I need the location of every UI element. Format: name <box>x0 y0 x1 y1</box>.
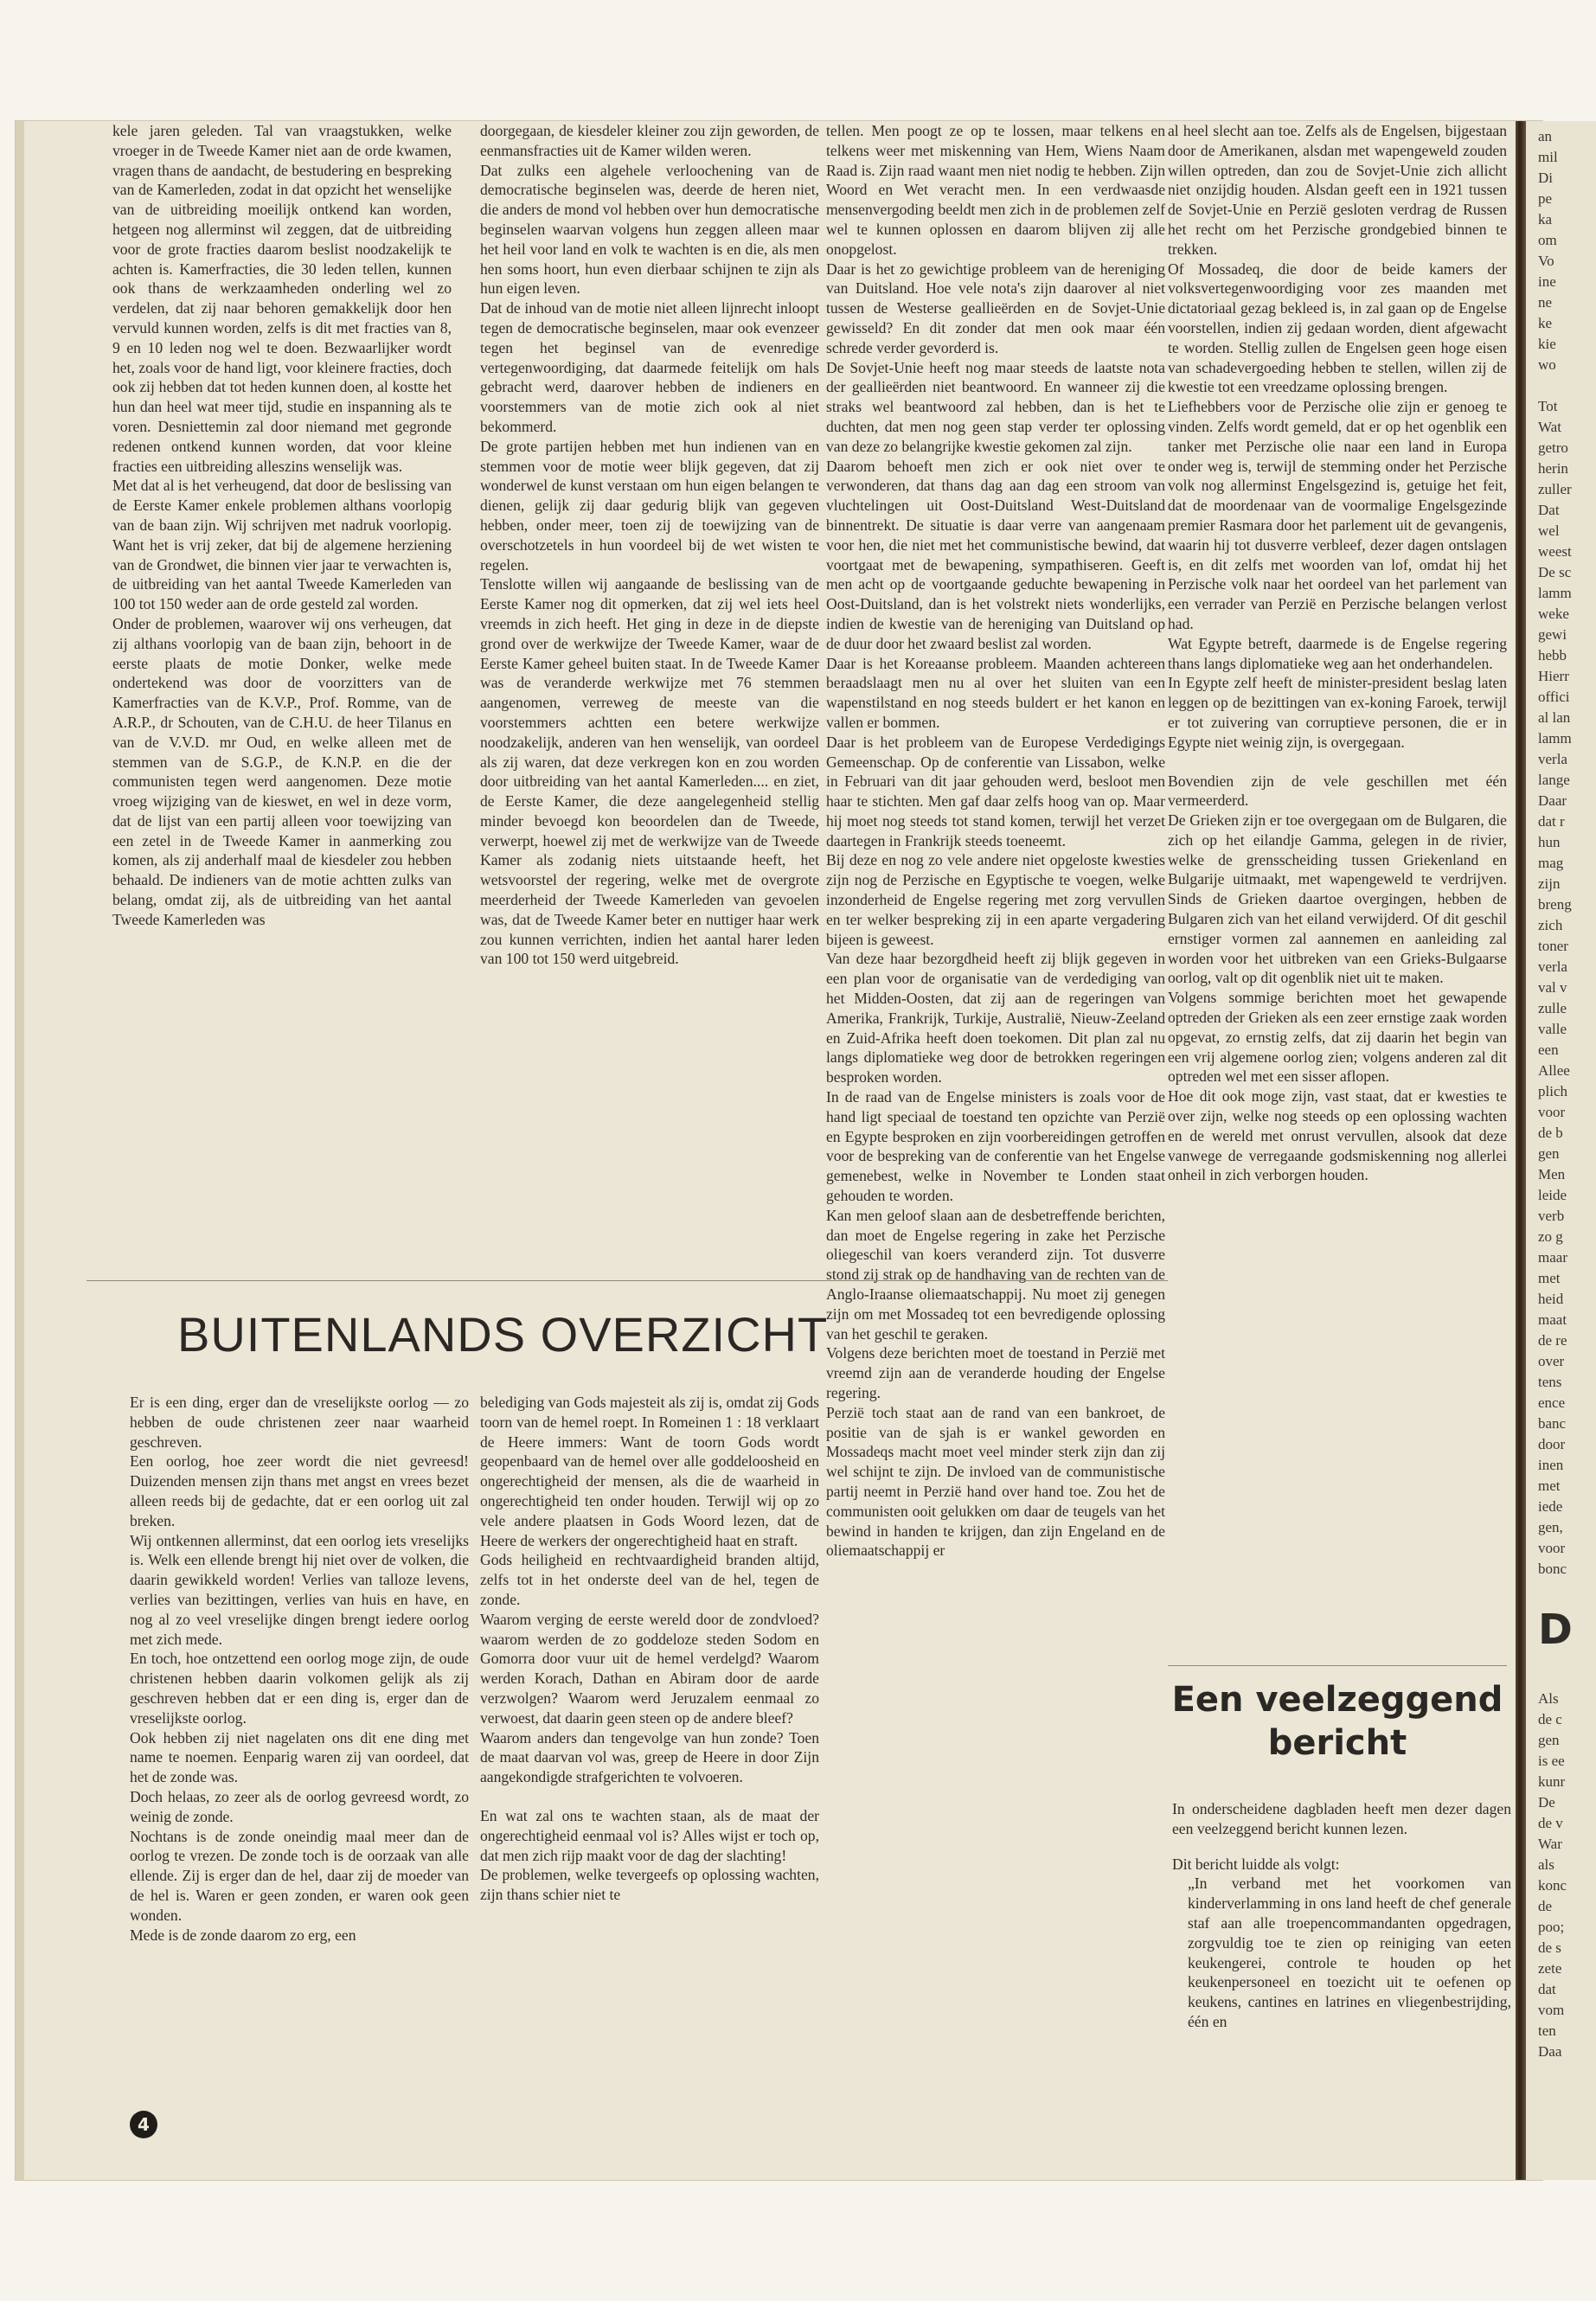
fragment-line: getro <box>1538 439 1568 456</box>
adjacent-page-heading: D <box>1538 1606 1573 1654</box>
fragment-line: mag <box>1538 855 1564 871</box>
fragment-line: zuller <box>1538 481 1572 497</box>
paragraph: belediging van Gods majesteit als zij is, omdat zij Gods toorn van de hemel roept. In Romeinen 1 : 18 verklaart de Heere immers: Want de toorn Gods wordt geopenbaard van de hemel over alle goddeloosheid en ongerechtigheid der mensen, als die de waarheid in ongerechtigheid ten onder houden. Terwijl wij op zo vele andere plaatsen in Gods Woord lezen, dat de Heere de werkers der ongerechtigheid haat en straft. <box>480 1394 819 1549</box>
fragment-line: mil <box>1538 149 1558 165</box>
paragraph: Daarom behoeft men zich er ook niet over te verwonderen, dat thans dag aan dag een stroom van vluchtelingen uit Oost-Duitsland West-Duitsland binnentrekt. De situatie is daar verre van aangenaam voor hen, die niet met het communistische bewind, dat voortgaat met de bewapening, sympathiseren. Geeft men acht op de voortgaande geduchte bewapening in Oost-Duitsland, dan is het volstrekt niets wonderlijks, indien de kwestie van de hereniging van Duitsland op de duur door het zwaard beslist zal worden. <box>826 457 1165 652</box>
paragraph: Daar is het Koreaanse probleem. Maanden achtereen beraadslaagt men nu al over het sluiten van een wapenstilstand en nog steeds buldert er het kanon en vallen er bommen. <box>826 654 1165 731</box>
fragment-line: weest <box>1538 543 1572 560</box>
fragment-line: De sc <box>1538 564 1572 580</box>
paragraph: Van deze haar bezorgdheid heeft zij blijk gegeven in een plan voor de organisatie van de verdediging van het Midden-Oosten, dat zij aan de regeringen van Amerika, Frankrijk, Turkije, Australië, Nieuw-Zeeland en Zuid-Afrika heeft doen toekomen. Dit plan zal nu langs diplomatieke weg door de betrokken regeringen besproken worden. <box>826 950 1165 1086</box>
adjacent-page-text-bottom <box>1526 1689 1596 2062</box>
fragment-line: Als <box>1538 1690 1559 1707</box>
paragraph: De Grieken zijn er toe overgegaan om de Bulgaren, die zich op het eilandje Gamma, gelegen in de rivier, welke de grensscheiding tussen Griekenland en Bulgarije uitmaakt, met wapengeweld te verdrijven. Sinds de Grieken daartoe overgingen, hebben de Bulgaren zich van het eiland verwijderd. Of dit geschil ernstiger vormen zal aannemen en aanleiding zal worden voor het uitbreken van een Grieks-Bulgaarse oorlog, valt op dit ogenblik niet uit te maken. <box>1168 811 1507 987</box>
fragment-line: zich <box>1538 917 1563 933</box>
paragraph: Ook hebben zij niet nagelaten ons dit ene ding met name te noemen. Eenparig waren zij van oordeel, dat het de zonde was. <box>130 1728 469 1786</box>
fragment-line: de re <box>1538 1332 1567 1349</box>
paragraph: Wij ontkennen allerminst, dat een oorlog iets vreselijks is. Welk een ellende brengt hij niet over de volken, die daarin gewikkeld worden! Verlies van talloze levens, verlies van bezittingen, verlies van huis en have, en nog al zo veel vreselijke dingen brengt iedere oorlog met zich mede. <box>130 1531 469 1648</box>
paragraph: Dat de inhoud van de motie niet alleen lijnrecht inloopt tegen de democratische beginselen, maar ook evenzeer tegen het beginsel van de evenredige vertegenwoordiging, dat daarmede feitelijk om hals gebracht werd, daarover hebben de indieners en voorstemmers van de motie zich ook al niet bekommerd. <box>480 299 819 435</box>
fragment-line: leide <box>1538 1187 1567 1203</box>
paragraph: Tenslotte willen wij aangaande de beslissing van de Eerste Kamer nog dit opmerken, dat zij wel iets heel vreemds in zich heeft. Het ging in deze in de diepste grond over de werkwijze der Tweede Kamer, waar de Eerste Kamer geheel buiten staat. In de Tweede Kamer was de veranderde werkwijze met 76 stemmen aangenomen, verreweg de meeste van die voorstemmers achtten een betere werkwijze noodzakelijk, anderen van hen wenselijk, van oordeel als zij waren, dat deze verkregen kon en zou worden door uitbreiding van het aantal Kamerleden.... en ziet, de Eerste Kamer, die deze aangelegenheid stellig minder bevoegd kon beoordelen dan de Tweede, verwerpt, hoewel zij met de werkwijze van de Tweede Kamer als zodanig niets uitstaande heeft, het wetsvoorstel der regering, welke met de overgrote meerderheid der Tweede Kamerleden van gevoelen was, dat de Tweede Kamer beter en nuttiger haar werk zou kunnen verrichten, indien het aantal harer leden van 100 tot 150 werd uitgebreid. <box>480 575 819 968</box>
adjacent-page-text-top <box>1526 121 1596 1580</box>
fragment-line: poo; <box>1538 1919 1565 1935</box>
overview-column-1 <box>130 1393 469 1945</box>
fragment-line: Vo <box>1538 253 1554 269</box>
fragment-line: de b <box>1538 1125 1563 1141</box>
paragraph: Perzië toch staat aan de rand van een bankroet, de positie van de sjah is er wankel geworden en Mossadeqs macht moet veel minder sterk zijn dan zij wel schijnt te zijn. De invloed van de communistische partij neemt in Perzië hand over hand toe. Zou het de communisten ooit gelukken om daar de teugels van het bewind in handen te krijgen, dan zijn Engeland en de oliemaatschappij er <box>826 1403 1165 1560</box>
paragraph: Volgens deze berichten moet de toestand in Perzië met vreemd zijn aan de veranderde houding der Engelse regering. <box>826 1344 1165 1401</box>
paragraph: Bij deze en nog zo vele andere niet opgeloste kwesties zijn nog de Perzische en Egyptische te voegen, welke inzonderheid de Engelse regering met zorg vervullen en ter welker bespreking zij in een aparte vergadering bijeen is geweest. <box>826 851 1165 948</box>
box-intro: In onderscheidene dagbladen heeft men dezer dagen een veelzeggend bericht kunnen lezen. <box>1172 1800 1511 1837</box>
fragment-line: al lan <box>1538 709 1571 726</box>
fragment-line: zulle <box>1538 1000 1567 1016</box>
paragraph: Of Mossadeq, die door de beide kamers der volksvertegenwoordiging voor zes maanden met dictatoriaal gezag bekleed is, in zal gaan op de Engelse voorstellen, indien zij gedaan worden, dient afgewacht te worden. Stellig zullen de Engelsen geen hoge eisen van schadevergoeding hebben te stellen, willen zij de kwestie tot een vreedzame oplossing brengen. <box>1168 260 1507 396</box>
fragment-line: De <box>1538 1794 1555 1811</box>
page-number: 4 <box>130 2111 157 2138</box>
fragment-line: gen <box>1538 1145 1560 1162</box>
paragraph: En wat zal ons te wachten staan, als de maat der ongerechtigheid eenmaal vol is? Alles wijst er toch op, dat men zich rijp maakt voor de dag der slachting! <box>480 1806 819 1864</box>
article-column-1 <box>112 121 452 930</box>
box-divider <box>1168 1665 1507 1666</box>
fragment-line: verla <box>1538 958 1567 975</box>
fragment-line: heid <box>1538 1291 1564 1307</box>
fragment-line: herin <box>1538 460 1568 477</box>
fragment-line: ine <box>1538 273 1556 290</box>
fragment-line: de <box>1538 1898 1553 1914</box>
paragraph: doorgegaan, de kiesdeler kleiner zou zijn geworden, de eenmansfracties uit de Kamer wilden weren. <box>480 122 819 159</box>
fragment-line: Men <box>1538 1166 1566 1183</box>
fragment-line: iede <box>1538 1498 1563 1515</box>
fragment-line: zijn <box>1538 875 1561 892</box>
paragraph: De Sovjet-Unie heeft nog maar steeds de laatste nota der geallieërden niet beantwoord. En wanneer zij die straks wel beantwoord zal hebben, dan is het te duchten, dat men nog geen stap verder ter oplossing van deze zo belangrijke kwestie gekomen zal zijn. <box>826 358 1165 455</box>
fragment-line: ence <box>1538 1394 1566 1411</box>
paragraph: Waarom anders dan tengevolge van hun zonde? Toen de maat daarvan vol was, greep de Heere in door Zijn aangekondigde strafgerichten te volvoeren. <box>480 1728 819 1786</box>
fragment-line: an <box>1538 128 1553 144</box>
section-headline: BUITENLANDS OVERZICHT <box>177 1307 829 1362</box>
fragment-line: zete <box>1538 1960 1562 1977</box>
fragment-line: een <box>1538 1042 1559 1058</box>
section-divider <box>87 1280 1168 1281</box>
fragment-line: tens <box>1538 1374 1562 1390</box>
fragment-line: over <box>1538 1353 1565 1369</box>
fragment-line: toner <box>1538 938 1568 954</box>
fragment-line: gen <box>1538 1732 1560 1748</box>
fragment-line: valle <box>1538 1021 1567 1037</box>
fragment-line: gewi <box>1538 626 1567 643</box>
fragment-line: vom <box>1538 2002 1565 2018</box>
paragraph: al heel slecht aan toe. Zelfs als de Engelsen, bijgestaan door de Amerikanen, alsdan met wapengeweld zouden willen optreden, dan zou de Sovjet-Unie zich allicht niet onzijdig houden. Alsdan geeft een in 1921 tussen de Sovjet-Unie en Perzië gesloten verdrag de Russen het recht om het Perzische grondgebied binnen te trekken. <box>1168 122 1507 258</box>
fragment-line: wo <box>1538 356 1556 373</box>
paragraph: In de raad van de Engelse ministers is zoals voor de hand ligt speciaal de toestand ten opzichte van Perzië en Egypte besproken en zijn voorbereidingen getroffen voor de bespreking van de conferentie van het Engelse gemenebest, welke in November te Londen staat gehouden te worden. <box>826 1088 1165 1205</box>
fragment-line: gen, <box>1538 1519 1563 1535</box>
article-column-2 <box>480 121 819 969</box>
article-column-4 <box>1168 121 1507 1185</box>
paragraph: Een oorlog, hoe zeer wordt die niet gevreesd! Duizenden mensen zijn thans met angst en vrees bezet alleen reeds bij de gedachte, dat er een oorlog uit zal breken. <box>130 1452 469 1529</box>
fragment-line: Daa <box>1538 2043 1562 2060</box>
fragment-line: inen <box>1538 1457 1564 1473</box>
paragraph: In Egypte zelf heeft de minister-president beslag laten leggen op de bezittingen van ex-koning Faroek, terwijl er tot zuivering van corruptieve personen, die er in Egypte niet weinig zijn, is overgegaan. <box>1168 674 1507 751</box>
overview-column-2 <box>480 1393 819 1905</box>
fragment-line: breng <box>1538 896 1572 913</box>
paragraph: De problemen, welke tevergeefs op oplossing wachten, zijn thans schier niet te <box>480 1866 819 1904</box>
paragraph: Dat zulks een algehele verloochening van de democratische beginselen was, deerde de heren niet, die anders de mond vol hebben over hun democratische beginselen waarvan volgens hun zeggen alleen maar het heil voor land en volk te wachten is en die, als men hen soms hoort, hun even dierbaar schijnen te zijn als hun eigen leven. <box>480 161 819 298</box>
fragment-line: voor <box>1538 1104 1566 1120</box>
fragment-line: Dat <box>1538 502 1560 518</box>
fragment-line: War <box>1538 1836 1562 1852</box>
fragment-line: kunr <box>1538 1773 1566 1790</box>
paragraph: Waarom verging de eerste wereld door de zondvloed? waarom werden de zo goddeloze steden Sodom en Gomorra door vuur uit de hemel verdelgd? Waarom werden Korach, Dathan en Abiram door de aarde verzwolgen? Waarom werd Jeruzalem eenmaal zo verwoest, dat daarin geen steen op de andere bleef? <box>480 1610 819 1727</box>
fragment-line: de v <box>1538 1815 1563 1831</box>
fragment-line: dat r <box>1538 813 1565 830</box>
fragment-line: maar <box>1538 1249 1567 1266</box>
fragment-line: weke <box>1538 606 1569 622</box>
fragment-line: als <box>1538 1856 1554 1873</box>
paragraph: Volgens sommige berichten moet het gewapende optreden der Grieken als een zeer ernstige zaak worden opgevat, zo ernstig zelfs, dat zij daarin het begin van een vrij algemene oorlog zien; volgens anderen zal dit optreden wel met een sisser aflopen. <box>1168 989 1507 1086</box>
paragraph: Er is een ding, erger dan de vreselijkste oorlog — zo hebben de oude christenen zeer naar waarheid geschreven. <box>130 1394 469 1451</box>
fragment-line: is ee <box>1538 1753 1565 1769</box>
paragraph: tellen. Men poogt ze op te lossen, maar telkens en telkens weer met miskenning van Hem, Wiens Naam Raad is. Zijn raad waant men niet nodig te hebben. Zijn Woord en Wet veracht men. In een verdwaasde mensenvergoding beeldt men zich in de problemen zelf wel te kunnen oplossen en daarom blijven zij alle onopgelost. <box>826 122 1165 258</box>
fragment-line: konc <box>1538 1877 1567 1894</box>
fragment-line: lamm <box>1538 585 1572 601</box>
fragment-line: lamm <box>1538 730 1572 747</box>
fragment-line: ten <box>1538 2022 1556 2039</box>
paragraph: Gods heiligheid en rechtvaardigheid branden altijd, zelfs tot in het onderste deel van de hel, tegen de zonde. <box>480 1551 819 1608</box>
paragraph: kele jaren geleden. Tal van vraagstukken, welke vroeger in de Tweede Kamer niet aan de orde kwamen, vragen thans de aandacht, de bestudering en bespreking van de Kamerleden, zodat in dat opzicht het wenselijke van de uitbreiding moeilijk ontkend kan worden, hetgeen nog allerminst wil zeggen, dat de uitbreiding voor de grote fracties daarom beslist noodzakelijk te achten is. Kamerfracties, die 30 leden tellen, kunnen ook thans de werkzaamheden onderling wel zo verdelen, dat zij naar behoren gemakkelijk door hen vervuld kunnen worden, zelfs is dit met fracties van 8, 9 en 10 leden nog wel te doen. Bezwaarlijker wordt het, zoals voor de hand ligt, voor kleinere fracties, doch ook zij hebben dat tot heden kunnen doen, al kostte het hun dan heel wat meer tijd, studie en inspanning als te voren. Desniettemin zal door niemand met gegronde redenen ontkend kunnen worden, dat voor kleine fracties een uitbreiding alleszins wenselijk was. <box>112 122 452 475</box>
fragment-line: Wat <box>1538 419 1561 435</box>
fragment-line: wel <box>1538 522 1560 539</box>
paragraph <box>1168 753 1507 772</box>
fragment-line: bonc <box>1538 1561 1567 1577</box>
fragment-line: verb <box>1538 1208 1565 1224</box>
fragment-line: banc <box>1538 1415 1567 1432</box>
paragraph: En toch, hoe ontzettend een oorlog moge zijn, de oude christenen hebben daarin volkomen gelijk als zij geschreven hebben dat er een ding is, erger dan de vreselijkste oorlog. <box>130 1650 469 1727</box>
fragment-line: maat <box>1538 1311 1567 1328</box>
fragment-line: val v <box>1538 979 1567 996</box>
paragraph <box>480 1787 819 1806</box>
paragraph: Met dat al is het verheugend, dat door de beslissing van de Eerste Kamer enkele problemen althans voorlopig van de baan zijn. Wij schrijven met nadruk voorlopig. Want het is vrij zeker, dat bij de algemene herziening van de Grondwet, die binnen vier jaar te verwachten is, de uitbreiding van het aantal Tweede Kamerleden van 100 tot 150 weder aan de orde gesteld zal worden. <box>112 477 452 613</box>
fragment-line: met <box>1538 1477 1561 1494</box>
fragment-line: Daar <box>1538 792 1567 809</box>
fragment-line: zo g <box>1538 1228 1563 1245</box>
box-title: Een veelzeggend bericht <box>1171 1680 1503 1763</box>
paragraph: Hoe dit ook moge zijn, vast staat, dat er kwesties te over zijn, welke nog steeds op een oplossing wachten en de wereld met onrust vervullen, alsook dat deze vanwege de verregaande godsmiskenning nog allerlei onheil in zich verborgen houden. <box>1168 1087 1507 1184</box>
fragment-line: lange <box>1538 772 1570 788</box>
fragment-line: kie <box>1538 336 1556 352</box>
paragraph: Mede is de zonde daarom zo erg, een <box>130 1926 356 1944</box>
fragment-line: Di <box>1538 170 1553 186</box>
fragment-line: hun <box>1538 834 1561 850</box>
fragment-line <box>1526 375 1596 396</box>
box-lead: Dit bericht luidde als volgt: <box>1172 1855 1340 1873</box>
fragment-line: verla <box>1538 751 1567 767</box>
fragment-line: ka <box>1538 211 1553 228</box>
fragment-line: plich <box>1538 1083 1567 1099</box>
box-article <box>1172 1799 1511 2032</box>
fragment-line: met <box>1538 1270 1561 1286</box>
paragraph: Bovendien zijn de vele geschillen met één vermeerderd. <box>1168 772 1507 810</box>
fragment-line: Hierr <box>1538 668 1569 684</box>
fragment-line: de s <box>1538 1939 1561 1956</box>
adjacent-page-fragment <box>1526 121 1596 2180</box>
paragraph: Daar is het probleem van de Europese Verdedigings Gemeenschap. Op de conferentie van Lissabon, welke in Februari van dit jaar gehouden werd, besloot men haar te stichten. Men gaf daar zelfs hoog van op. Maar hij moet nog steeds tot stand komen, terwijl het verzet daartegen in Frankrijk steeds toeneemt. <box>826 733 1165 849</box>
box-quote: „In verband met het voorkomen van kinderverlamming in ons land heeft de chef generale staf aan alle troepencommandanten opgedragen, zorgvuldig toe te zien op reiniging van eeten keukengerei, controle te houden op het keukenpersoneel en toezicht uit te oefenen op keukens, cantines en latrines en vliegenbestrijding, één en <box>1188 1875 1511 2030</box>
fragment-line: Tot <box>1538 398 1558 414</box>
page-binding <box>1516 121 1526 2180</box>
fragment-line: dat <box>1538 1981 1556 1997</box>
fragment-line: hebb <box>1538 647 1567 663</box>
article-column-3 <box>826 121 1165 1561</box>
fragment-line: Allee <box>1538 1062 1570 1079</box>
fragment-line: de c <box>1538 1711 1562 1727</box>
fragment-line: om <box>1538 232 1557 248</box>
paragraph: Kan men geloof slaan aan de desbetreffende berichten, dan moet de Engelse regering in zake het Perzische oliegeschil van koers veranderd zijn. Tot dusverre stond zij strak op de handhaving van de rechten van de Anglo-Iraanse oliemaatschappij. Nu moet zij genegen zijn om met Mossadeq tot een bevredigende oplossing van het geschil te geraken. <box>826 1206 1165 1343</box>
fragment-line: offici <box>1538 689 1570 705</box>
paragraph: Nochtans is de zonde oneindig maal meer dan de oorlog te vrezen. De zonde toch is de oorzaak van alle ellende. Zij is erger dan de hel, daar zij de moeder van de hel is. Waren er geen zonden, er waren ook geen wonden. <box>130 1827 469 1924</box>
fragment-line: ne <box>1538 294 1553 311</box>
paragraph: De grote partijen hebben met hun indienen van en stemmen voor de motie weer blijk gegeven, dat zij wonderwel de kunst verstaan om hun eigen belangen te dienen, gelijk zij daar gedurig blijk van gegeven hebben, onder meer, toen zij de toewijzing van de overschotzetels in hun voordeel bij de wet wisten te regelen. <box>480 437 819 574</box>
paragraph: Daar is het zo gewichtige probleem van de hereniging van Duitsland. Hoe vele nota's zijn daarover al niet tussen de Westerse geallieërden en de Sovjet-Unie gewisseld? En dit zonder dat men ook maar één schrede verder gevorderd is. <box>826 260 1165 356</box>
fragment-line: ke <box>1538 315 1553 331</box>
fragment-line: door <box>1538 1436 1566 1452</box>
fragment-line: voor <box>1538 1540 1566 1556</box>
paragraph: Wat Egypte betreft, daarmede is de Engelse regering thans langs diplomatieke weg aan het onderhandelen. <box>1168 634 1507 672</box>
paragraph: Liefhebbers voor de Perzische olie zijn er genoeg te vinden. Zelfs wordt gemeld, dat er op het ogenblik een tanker met Perzische olie naar een land in Europa onder weg is, terwijl de stemming onder het Perzische volk nog allerminst Engelsgezind is, getuige het feit, dat de moordenaar van de voormalige Engelsgezinde premier Rasmara door het parlement uit de gevangenis, waarin hij tot dusverre verbleef, dezer dagen ontslagen is, en dit zelfs met woorden van lof, omdat hij het Perzische volk naar het oordeel van het parlement van een verrader van Perzië en Perzische belangen verlost had. <box>1168 398 1507 632</box>
fragment-line: pe <box>1538 190 1553 207</box>
paragraph: Onder de problemen, waarover wij ons verheugen, dat zij althans voorlopig van de baan zijn, behoort in de eerste plaats de motie Donker, welke mede ondertekend was door de voorzitters van de Kamerfracties van de K.V.P., Prof. Romme, van de A.R.P., dr Schouten, van de C.H.U. de heer Tilanus en van de V.V.D. mr Oud, en welke alleen met de stemmen van de S.G.P., de K.N.P. en die der communisten tegen werd aangenomen. Deze motie vroeg wijziging van de kieswet, en wel in deze vorm, dat de lijst van een partij alleen voor toewijzing van een zetel in de Tweede Kamer in aanmerking zou komen, als zij anderhalf maal de kiesdeler zou hebben behaald. De indieners van de motie achtten zulks van belang, omdat zij, als de uitbreiding van het aantal Tweede Kamerleden was <box>112 614 452 928</box>
paragraph: Doch helaas, zo zeer als de oorlog gevreesd wordt, zo weinig de zonde. <box>130 1787 469 1825</box>
